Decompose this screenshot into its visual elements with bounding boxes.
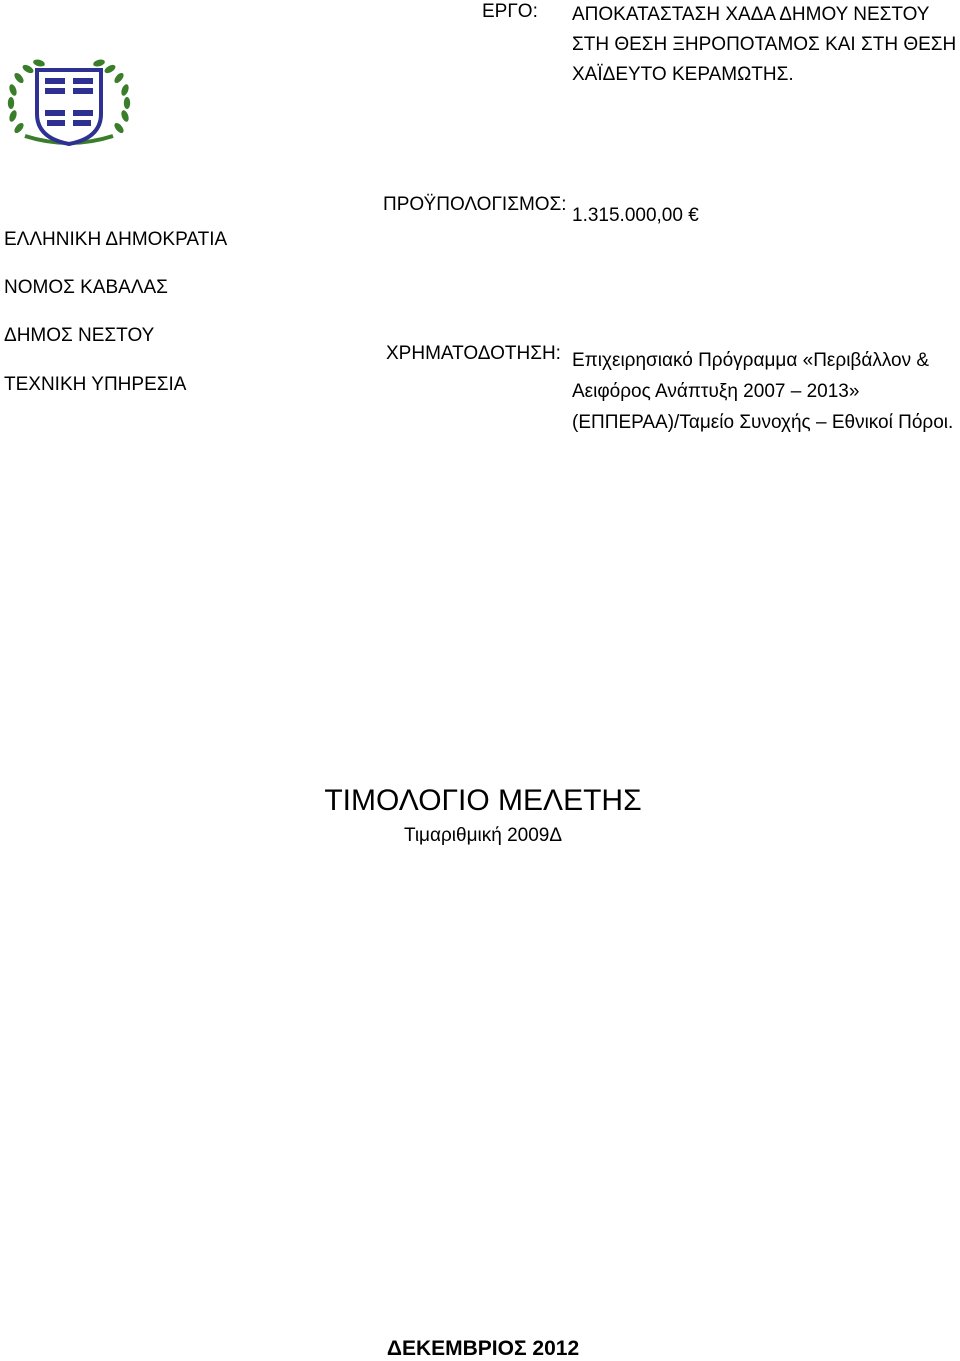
- funding-value: Επιχειρησιακό Πρόγραμμα «Περιβάλλον & Αειφόρος Ανάπτυξη 2007 – 2013» (ΕΠΠΕΡΑΑ)/Ταμείο Συνοχής – Εθνικοί Πόροι.: [572, 350, 954, 433]
- project-label: ΕΡΓΟ:: [482, 1, 538, 22]
- greek-coat-of-arms-icon: [5, 58, 133, 148]
- document-date: ΔΕΚΕΜΒΡΙΟΣ 2012: [386, 1337, 580, 1360]
- document-title: ΤΙΜΟΛΟΓΙΟ ΜΕΛΕΤΗΣ: [324, 784, 642, 817]
- budget-value: 1.315.000,00 €: [572, 205, 699, 226]
- budget-label: ΠΡΟΫΠΟΛΟΓΙΣΜΟΣ:: [383, 194, 567, 215]
- org-line-municipality: ΔΗΜΟΣ ΝΕΣΤΟΥ: [4, 325, 155, 346]
- org-line-department: ΤΕΧΝΙΚΗ ΥΠΗΡΕΣΙΑ: [4, 374, 187, 395]
- org-line-country: ΕΛΛΗΝΙΚΗ ΔΗΜΟΚΡΑΤΙΑ: [4, 229, 228, 250]
- project-title: ΑΠΟΚΑΤΑΣΤΑΣΗ ΧΑΔΑ ΔΗΜΟΥ ΝΕΣΤΟΥ ΣΤΗ ΘΕΣΗ ΞΗΡΟΠΟΤΑΜΟΣ ΚΑΙ ΣΤΗ ΘΕΣΗ ΧΑΪΔΕΥΤΟ ΚΕΡΑΜΩΤΗΣ.: [572, 4, 957, 85]
- document-subtitle: Τιμαριθμική 2009Δ: [403, 825, 563, 846]
- org-line-prefecture: ΝΟΜΟΣ ΚΑΒΑΛΑΣ: [4, 277, 168, 298]
- funding-label: ΧΡΗΜΑΤΟΔΟΤΗΣΗ:: [386, 343, 561, 364]
